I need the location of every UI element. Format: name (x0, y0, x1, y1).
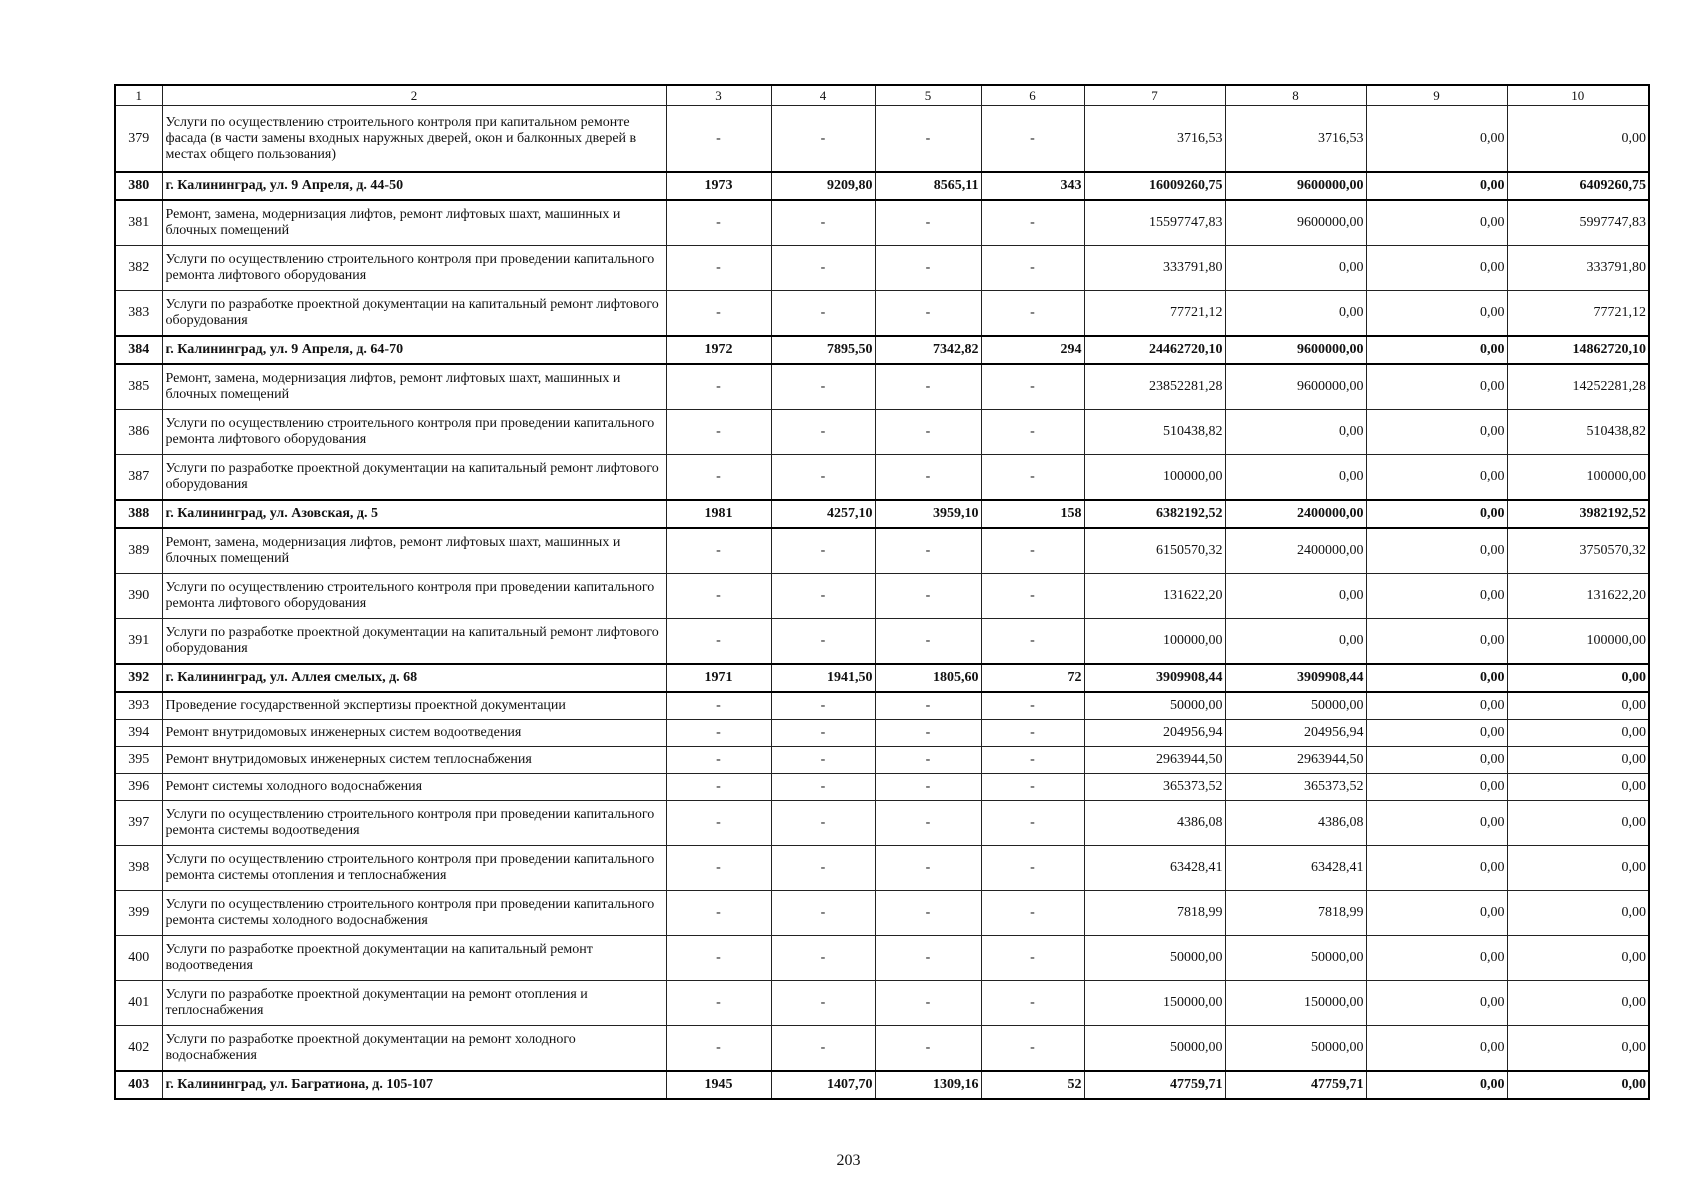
col3-cell: 1945 (666, 1071, 771, 1099)
row-number-cell: 394 (115, 720, 162, 747)
row-number-cell: 396 (115, 774, 162, 801)
col3-cell: - (666, 981, 771, 1026)
col6-cell: 158 (981, 500, 1084, 528)
col9-cell: 0,00 (1366, 500, 1507, 528)
col10-cell: 0,00 (1507, 106, 1649, 173)
col4-cell: - (771, 364, 875, 410)
col9-cell: 0,00 (1366, 936, 1507, 981)
col10-cell: 14862720,10 (1507, 336, 1649, 364)
col6-cell: - (981, 200, 1084, 246)
col9-cell: 0,00 (1366, 574, 1507, 619)
col9-cell: 0,00 (1366, 1071, 1507, 1099)
col7-cell: 50000,00 (1084, 1026, 1225, 1072)
description-cell: Проведение государственной экспертизы проектной документации (162, 692, 666, 720)
col6-cell: - (981, 720, 1084, 747)
description-cell: Ремонт, замена, модернизация лифтов, ремонт лифтовых шахт, машинных и блочных помещений (162, 528, 666, 574)
col4-cell: 4257,10 (771, 500, 875, 528)
col10-cell: 0,00 (1507, 774, 1649, 801)
description-cell: Услуги по осуществлению строительного контроля при проведении капитального ремонта системы холодного водоснабжения (162, 891, 666, 936)
col8-cell: 50000,00 (1225, 692, 1366, 720)
col6-cell: - (981, 774, 1084, 801)
col9-cell: 0,00 (1366, 619, 1507, 665)
description-cell: Услуги по осуществлению строительного контроля при проведении капитального ремонта лифтового оборудования (162, 246, 666, 291)
col10-cell: 3750570,32 (1507, 528, 1649, 574)
col3-cell: - (666, 455, 771, 501)
col4-cell: - (771, 455, 875, 501)
col10-cell: 0,00 (1507, 801, 1649, 846)
col7-cell: 4386,08 (1084, 801, 1225, 846)
col3-cell: 1973 (666, 172, 771, 200)
col9-cell: 0,00 (1366, 364, 1507, 410)
description-cell: Услуги по осуществлению строительного контроля при проведении капитального ремонта лифтового оборудования (162, 410, 666, 455)
description-cell: г. Калининград, ул. Аллея смелых, д. 68 (162, 664, 666, 692)
col10-cell: 3982192,52 (1507, 500, 1649, 528)
col4-cell: 1941,50 (771, 664, 875, 692)
col10-cell: 0,00 (1507, 747, 1649, 774)
row-number-cell: 398 (115, 846, 162, 891)
col5-cell: 7342,82 (875, 336, 981, 364)
table-row (115, 1026, 1649, 1072)
description-cell: Услуги по осуществлению строительного контроля при проведении капитального ремонта системы водоотведения (162, 801, 666, 846)
description-cell: г. Калининград, ул. Азовская, д. 5 (162, 500, 666, 528)
col8-cell: 9600000,00 (1225, 172, 1366, 200)
table-row (115, 574, 1649, 619)
col9-cell: 0,00 (1366, 106, 1507, 173)
row-number-cell: 391 (115, 619, 162, 665)
col6-cell: 294 (981, 336, 1084, 364)
col4-cell: - (771, 1026, 875, 1072)
col6-cell: - (981, 1026, 1084, 1072)
description-cell: Ремонт системы холодного водоснабжения (162, 774, 666, 801)
col7-cell: 333791,80 (1084, 246, 1225, 291)
col7-cell: 50000,00 (1084, 936, 1225, 981)
col10-cell: 0,00 (1507, 846, 1649, 891)
col9-cell: 0,00 (1366, 410, 1507, 455)
col7-cell: 24462720,10 (1084, 336, 1225, 364)
column-header-4: 4 (771, 85, 875, 106)
col5-cell: 1309,16 (875, 1071, 981, 1099)
table-row (115, 801, 1649, 846)
col10-cell: 0,00 (1507, 720, 1649, 747)
col6-cell: - (981, 801, 1084, 846)
col7-cell: 50000,00 (1084, 692, 1225, 720)
col3-cell: - (666, 410, 771, 455)
col6-cell: - (981, 106, 1084, 173)
row-number-cell: 403 (115, 1071, 162, 1099)
col3-cell: - (666, 528, 771, 574)
col6-cell: - (981, 574, 1084, 619)
col8-cell: 2400000,00 (1225, 500, 1366, 528)
row-number-cell: 393 (115, 692, 162, 720)
col8-cell: 0,00 (1225, 455, 1366, 501)
col4-cell: - (771, 981, 875, 1026)
description-cell: г. Калининград, ул. 9 Апреля, д. 44-50 (162, 172, 666, 200)
col10-cell: 0,00 (1507, 891, 1649, 936)
col6-cell: - (981, 981, 1084, 1026)
col6-cell: 72 (981, 664, 1084, 692)
col8-cell: 204956,94 (1225, 720, 1366, 747)
col7-cell: 6150570,32 (1084, 528, 1225, 574)
col3-cell: - (666, 692, 771, 720)
col6-cell: - (981, 291, 1084, 337)
column-header-3: 3 (666, 85, 771, 106)
col4-cell: 7895,50 (771, 336, 875, 364)
description-cell: Ремонт внутридомовых инженерных систем теплоснабжения (162, 747, 666, 774)
col10-cell: 77721,12 (1507, 291, 1649, 337)
description-cell: Услуги по осуществлению строительного контроля при проведении капитального ремонта системы отопления и теплоснабжения (162, 846, 666, 891)
col7-cell: 100000,00 (1084, 455, 1225, 501)
description-cell: Ремонт внутридомовых инженерных систем водоотведения (162, 720, 666, 747)
row-number-cell: 401 (115, 981, 162, 1026)
col5-cell: - (875, 692, 981, 720)
col9-cell: 0,00 (1366, 692, 1507, 720)
col3-cell: - (666, 747, 771, 774)
col7-cell: 131622,20 (1084, 574, 1225, 619)
col10-cell: 333791,80 (1507, 246, 1649, 291)
table-row (115, 846, 1649, 891)
col10-cell: 510438,82 (1507, 410, 1649, 455)
col9-cell: 0,00 (1366, 846, 1507, 891)
col9-cell: 0,00 (1366, 801, 1507, 846)
table-row (115, 200, 1649, 246)
description-cell: Услуги по разработке проектной документации на капитальный ремонт лифтового оборудования (162, 455, 666, 501)
col8-cell: 47759,71 (1225, 1071, 1366, 1099)
col6-cell: - (981, 936, 1084, 981)
col3-cell: - (666, 1026, 771, 1072)
col8-cell: 9600000,00 (1225, 200, 1366, 246)
description-cell: Услуги по разработке проектной документации на капитальный ремонт водоотведения (162, 936, 666, 981)
description-cell: Услуги по разработке проектной документации на капитальный ремонт лифтового оборудования (162, 291, 666, 337)
col5-cell: - (875, 981, 981, 1026)
col10-cell: 0,00 (1507, 1026, 1649, 1072)
col3-cell: - (666, 364, 771, 410)
table-row (115, 936, 1649, 981)
row-number-cell: 389 (115, 528, 162, 574)
col9-cell: 0,00 (1366, 336, 1507, 364)
row-number-cell: 402 (115, 1026, 162, 1072)
column-header-10: 10 (1507, 85, 1649, 106)
col3-cell: - (666, 200, 771, 246)
col4-cell: - (771, 846, 875, 891)
col5-cell: - (875, 1026, 981, 1072)
col8-cell: 0,00 (1225, 291, 1366, 337)
col8-cell: 0,00 (1225, 619, 1366, 665)
col3-cell: - (666, 936, 771, 981)
col8-cell: 0,00 (1225, 246, 1366, 291)
col5-cell: - (875, 846, 981, 891)
col10-cell: 0,00 (1507, 936, 1649, 981)
col5-cell: - (875, 106, 981, 173)
col8-cell: 2400000,00 (1225, 528, 1366, 574)
description-cell: Ремонт, замена, модернизация лифтов, ремонт лифтовых шахт, машинных и блочных помещений (162, 364, 666, 410)
col7-cell: 16009260,75 (1084, 172, 1225, 200)
col10-cell: 131622,20 (1507, 574, 1649, 619)
col4-cell: - (771, 291, 875, 337)
description-cell: Услуги по разработке проектной документации на ремонт холодного водоснабжения (162, 1026, 666, 1072)
col4-cell: - (771, 106, 875, 173)
col3-cell: - (666, 774, 771, 801)
col7-cell: 510438,82 (1084, 410, 1225, 455)
col9-cell: 0,00 (1366, 747, 1507, 774)
register-table-container (114, 84, 1650, 1100)
row-number-cell: 382 (115, 246, 162, 291)
col5-cell: - (875, 574, 981, 619)
col9-cell: 0,00 (1366, 528, 1507, 574)
col5-cell: - (875, 891, 981, 936)
col7-cell: 23852281,28 (1084, 364, 1225, 410)
col4-cell: - (771, 574, 875, 619)
col8-cell: 4386,08 (1225, 801, 1366, 846)
col6-cell: - (981, 528, 1084, 574)
row-number-cell: 400 (115, 936, 162, 981)
col4-cell: - (771, 774, 875, 801)
col3-cell: - (666, 846, 771, 891)
col10-cell: 14252281,28 (1507, 364, 1649, 410)
col8-cell: 9600000,00 (1225, 364, 1366, 410)
col9-cell: 0,00 (1366, 200, 1507, 246)
col10-cell: 0,00 (1507, 981, 1649, 1026)
col7-cell: 3909908,44 (1084, 664, 1225, 692)
col3-cell: 1981 (666, 500, 771, 528)
col7-cell: 204956,94 (1084, 720, 1225, 747)
col6-cell: - (981, 246, 1084, 291)
col7-cell: 63428,41 (1084, 846, 1225, 891)
col8-cell: 7818,99 (1225, 891, 1366, 936)
col7-cell: 7818,99 (1084, 891, 1225, 936)
col5-cell: 3959,10 (875, 500, 981, 528)
col9-cell: 0,00 (1366, 455, 1507, 501)
table-row (115, 981, 1649, 1026)
col6-cell: - (981, 891, 1084, 936)
row-number-cell: 395 (115, 747, 162, 774)
row-number-cell: 384 (115, 336, 162, 364)
col3-cell: - (666, 106, 771, 173)
column-header-6: 6 (981, 85, 1084, 106)
column-header-9: 9 (1366, 85, 1507, 106)
col3-cell: - (666, 246, 771, 291)
col6-cell: 343 (981, 172, 1084, 200)
col6-cell: 52 (981, 1071, 1084, 1099)
col3-cell: - (666, 619, 771, 665)
table-row (115, 291, 1649, 337)
col5-cell: - (875, 291, 981, 337)
col3-cell: - (666, 720, 771, 747)
col4-cell: - (771, 936, 875, 981)
col4-cell: - (771, 747, 875, 774)
col4-cell: - (771, 619, 875, 665)
col6-cell: - (981, 619, 1084, 665)
row-number-cell: 383 (115, 291, 162, 337)
row-number-cell: 379 (115, 106, 162, 173)
col10-cell: 6409260,75 (1507, 172, 1649, 200)
col5-cell: - (875, 246, 981, 291)
row-number-cell: 380 (115, 172, 162, 200)
col3-cell: - (666, 291, 771, 337)
col7-cell: 150000,00 (1084, 981, 1225, 1026)
col10-cell: 100000,00 (1507, 619, 1649, 665)
col9-cell: 0,00 (1366, 891, 1507, 936)
col10-cell: 0,00 (1507, 664, 1649, 692)
col8-cell: 0,00 (1225, 574, 1366, 619)
col7-cell: 47759,71 (1084, 1071, 1225, 1099)
col9-cell: 0,00 (1366, 981, 1507, 1026)
table-row (115, 364, 1649, 410)
col7-cell: 2963944,50 (1084, 747, 1225, 774)
col6-cell: - (981, 747, 1084, 774)
col7-cell: 6382192,52 (1084, 500, 1225, 528)
column-number-header-row (115, 85, 1649, 106)
col7-cell: 3716,53 (1084, 106, 1225, 173)
col7-cell: 100000,00 (1084, 619, 1225, 665)
col10-cell: 0,00 (1507, 692, 1649, 720)
col5-cell: - (875, 619, 981, 665)
col9-cell: 0,00 (1366, 1026, 1507, 1072)
col4-cell: - (771, 528, 875, 574)
col3-cell: - (666, 574, 771, 619)
address-row (115, 336, 1649, 364)
col8-cell: 50000,00 (1225, 1026, 1366, 1072)
column-header-7: 7 (1084, 85, 1225, 106)
address-row (115, 1071, 1649, 1099)
col5-cell: 1805,60 (875, 664, 981, 692)
row-number-cell: 385 (115, 364, 162, 410)
row-number-cell: 397 (115, 801, 162, 846)
address-row (115, 172, 1649, 200)
col6-cell: - (981, 455, 1084, 501)
col10-cell: 5997747,83 (1507, 200, 1649, 246)
col8-cell: 2963944,50 (1225, 747, 1366, 774)
col9-cell: 0,00 (1366, 774, 1507, 801)
row-number-cell: 388 (115, 500, 162, 528)
col5-cell: - (875, 720, 981, 747)
col8-cell: 50000,00 (1225, 936, 1366, 981)
col4-cell: 9209,80 (771, 172, 875, 200)
col9-cell: 0,00 (1366, 664, 1507, 692)
description-cell: Ремонт, замена, модернизация лифтов, ремонт лифтовых шахт, машинных и блочных помещений (162, 200, 666, 246)
description-cell: Услуги по разработке проектной документации на капитальный ремонт лифтового оборудования (162, 619, 666, 665)
col5-cell: - (875, 410, 981, 455)
col5-cell: 8565,11 (875, 172, 981, 200)
table-row (115, 692, 1649, 720)
col5-cell: - (875, 936, 981, 981)
row-number-cell: 381 (115, 200, 162, 246)
col3-cell: - (666, 801, 771, 846)
col8-cell: 9600000,00 (1225, 336, 1366, 364)
col8-cell: 365373,52 (1225, 774, 1366, 801)
table-row (115, 747, 1649, 774)
description-cell: Услуги по разработке проектной документации на ремонт отопления и теплоснабжения (162, 981, 666, 1026)
column-header-5: 5 (875, 85, 981, 106)
col6-cell: - (981, 846, 1084, 891)
col9-cell: 0,00 (1366, 246, 1507, 291)
table-row (115, 410, 1649, 455)
col9-cell: 0,00 (1366, 720, 1507, 747)
table-row (115, 619, 1649, 665)
address-row (115, 500, 1649, 528)
col3-cell: - (666, 891, 771, 936)
description-cell: г. Калининград, ул. 9 Апреля, д. 64-70 (162, 336, 666, 364)
column-header-1: 1 (115, 85, 162, 106)
col9-cell: 0,00 (1366, 172, 1507, 200)
col5-cell: - (875, 455, 981, 501)
col8-cell: 150000,00 (1225, 981, 1366, 1026)
address-row (115, 664, 1649, 692)
table-row (115, 455, 1649, 501)
row-number-cell: 390 (115, 574, 162, 619)
table-row (115, 720, 1649, 747)
col3-cell: 1972 (666, 336, 771, 364)
col5-cell: - (875, 200, 981, 246)
col10-cell: 100000,00 (1507, 455, 1649, 501)
col7-cell: 15597747,83 (1084, 200, 1225, 246)
table-row (115, 528, 1649, 574)
description-cell: Услуги по осуществлению строительного контроля при проведении капитального ремонта лифтового оборудования (162, 574, 666, 619)
col6-cell: - (981, 364, 1084, 410)
table-row (115, 246, 1649, 291)
col4-cell: - (771, 246, 875, 291)
col5-cell: - (875, 774, 981, 801)
col4-cell: - (771, 692, 875, 720)
col7-cell: 77721,12 (1084, 291, 1225, 337)
col3-cell: 1971 (666, 664, 771, 692)
col7-cell: 365373,52 (1084, 774, 1225, 801)
row-number-cell: 399 (115, 891, 162, 936)
col8-cell: 63428,41 (1225, 846, 1366, 891)
row-number-cell: 392 (115, 664, 162, 692)
col8-cell: 3716,53 (1225, 106, 1366, 173)
col5-cell: - (875, 801, 981, 846)
col4-cell: - (771, 720, 875, 747)
col6-cell: - (981, 692, 1084, 720)
col5-cell: - (875, 747, 981, 774)
col9-cell: 0,00 (1366, 291, 1507, 337)
column-header-2: 2 (162, 85, 666, 106)
description-cell: г. Калининград, ул. Багратиона, д. 105-107 (162, 1071, 666, 1099)
col4-cell: - (771, 891, 875, 936)
row-number-cell: 386 (115, 410, 162, 455)
column-header-8: 8 (1225, 85, 1366, 106)
description-cell: Услуги по осуществлению строительного контроля при капитальном ремонте фасада (в части замены входных наружных дверей, окон и балконных дверей в местах общего пользования) (162, 106, 666, 173)
table-body (115, 106, 1649, 1100)
table-row (115, 774, 1649, 801)
col4-cell: - (771, 410, 875, 455)
col10-cell: 0,00 (1507, 1071, 1649, 1099)
table-row (115, 106, 1649, 173)
table-row (115, 891, 1649, 936)
col5-cell: - (875, 528, 981, 574)
col8-cell: 3909908,44 (1225, 664, 1366, 692)
col4-cell: - (771, 200, 875, 246)
col4-cell: 1407,70 (771, 1071, 875, 1099)
col5-cell: - (875, 364, 981, 410)
col8-cell: 0,00 (1225, 410, 1366, 455)
page-number: 203 (836, 1152, 861, 1169)
capital-repair-table (114, 84, 1650, 1100)
col4-cell: - (771, 801, 875, 846)
col6-cell: - (981, 410, 1084, 455)
row-number-cell: 387 (115, 455, 162, 501)
